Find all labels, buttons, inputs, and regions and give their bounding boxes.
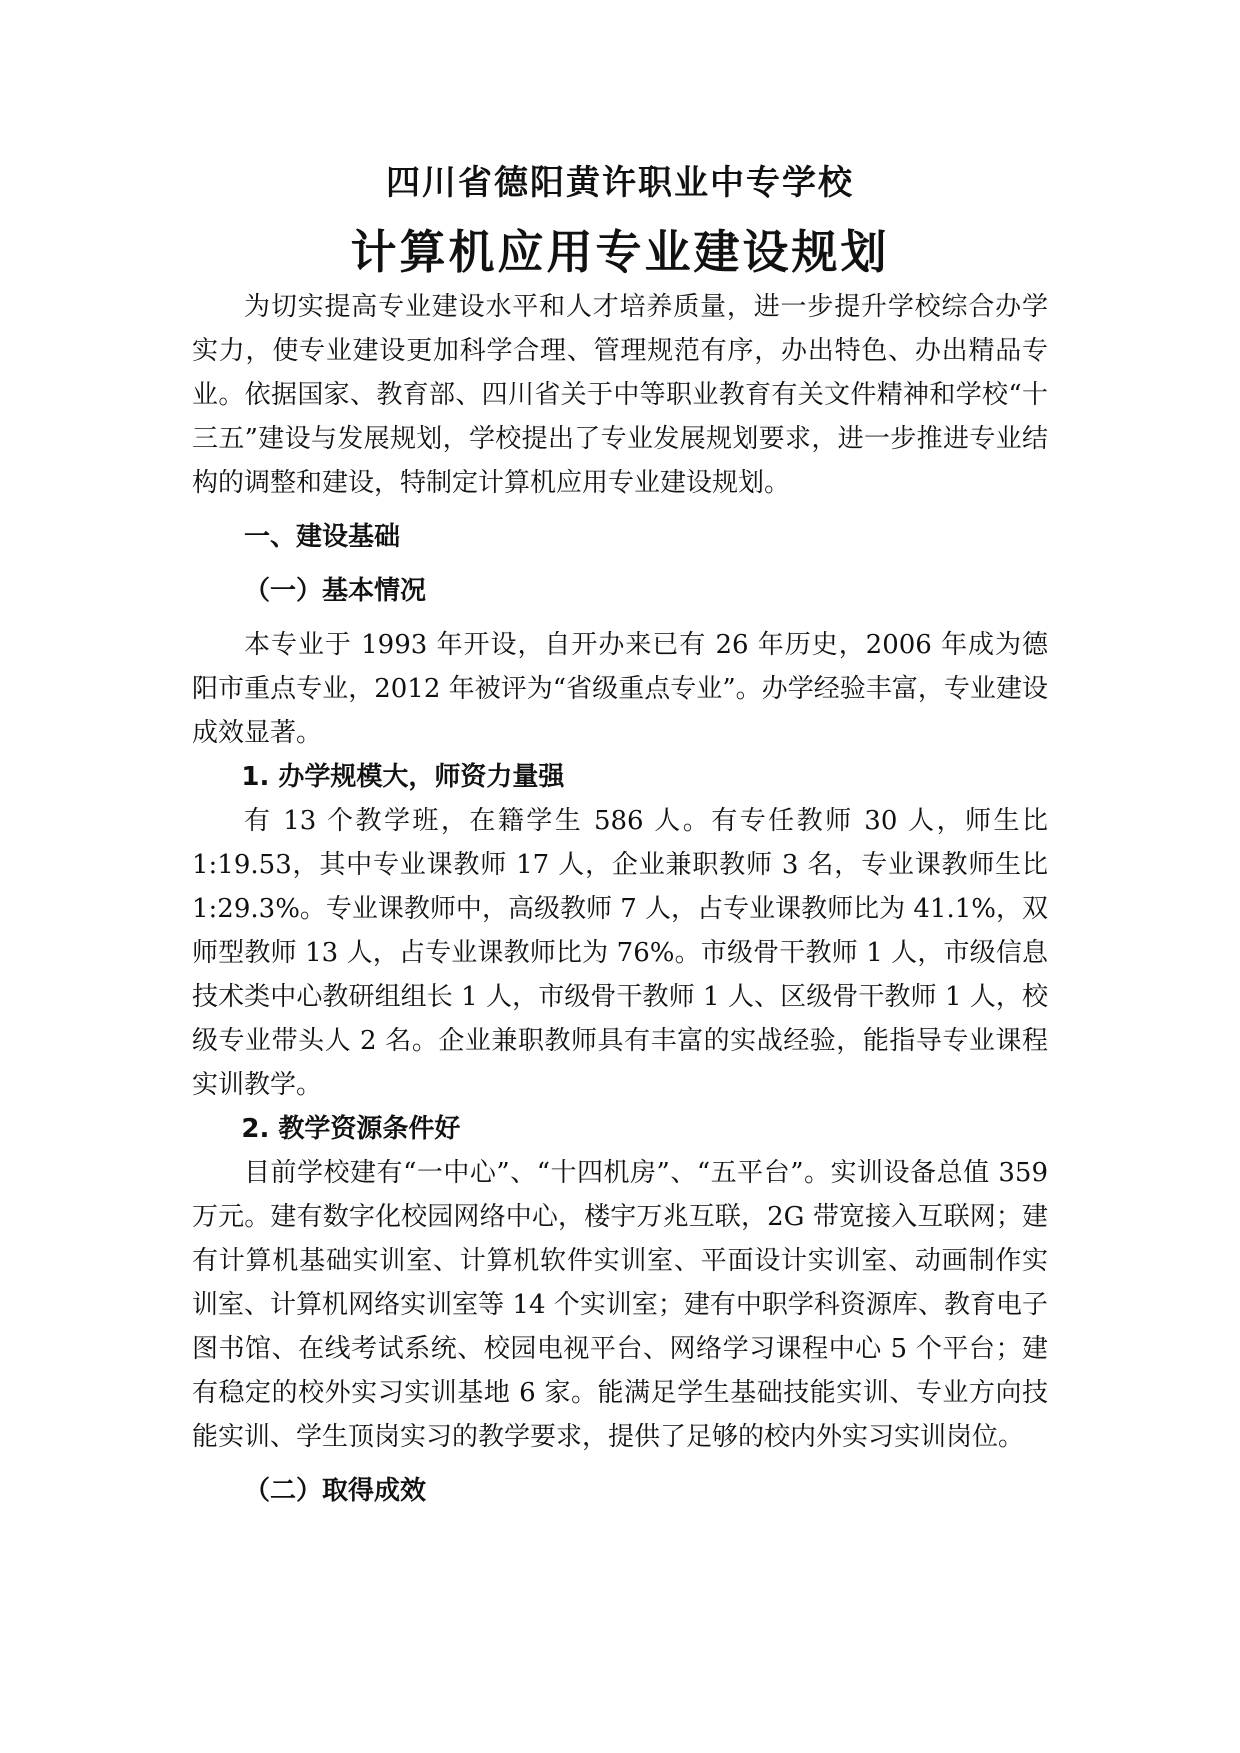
school-title: 四川省德阳黄许职业中专学校	[386, 163, 854, 203]
scale-faculty-paragraph: 有 13 个教学班，在籍学生 586 人。有专任教师 30 人，师生比 1:19.53，其中专业课教师 17 人，企业兼职教师 3 名，专业课教师生比 1:29.3%。专业课教师中，高级教师 7 人，占专业课教师比为 41.1%，双师型教师 13 人，占专业课教师比为 76%。市级骨干教师 1 人，市级信息技术类中心教研组组长 1 人，市级骨干教师 1 人、区级骨干教师 1 人，校级专业带头人 2 名。企业兼职教师具有丰富的实战经验，能指导专业课程实训教学。	[192, 806, 1048, 1100]
document-title: 计算机应用专业建设规划	[350, 225, 890, 279]
document-body	[192, 285, 1048, 1513]
basic-situation-paragraph: 本专业于 1993 年开设，自开办来已有 26 年历史，2006 年成为德阳市重点专业，2012 年被评为“省级重点专业”。办学经验丰富，专业建设成效显著。	[192, 630, 1048, 748]
item-heading-teaching-resources: 2. 教学资源条件好	[241, 1114, 461, 1144]
intro-paragraph: 为切实提高专业建设水平和人才培养质量，进一步提升学校综合办学实力，使专业建设更加科学合理、管理规范有序，办出特色、办出精品专业。依据国家、教育部、四川省关于中等职业教育有关文件精神和学校“十三五”建设与发展规划，学校提出了专业发展规划要求，进一步推进专业结构的调整和建设，特制定计算机应用专业建设规划。	[192, 292, 1048, 498]
subsection-heading-basic-situation: （一）基本情况	[244, 576, 427, 606]
item-heading-scale-faculty: 1. 办学规模大，师资力量强	[241, 762, 565, 792]
section-heading-foundation: 一、建设基础	[244, 522, 401, 552]
subsection-heading-achievements: （二）取得成效	[244, 1476, 427, 1506]
teaching-resources-paragraph: 目前学校建有“一中心”、“十四机房”、“五平台”。实训设备总值 359 万元。建有数字化校园网络中心，楼宇万兆互联，2G 带宽接入互联网；建有计算机基础实训室、计算机软件实训室、平面设计实训室、动画制作实训室、计算机网络实训室等 14 个实训室；建有中职学科资源库、教育电子图书馆、在线考试系统、校园电视平台、网络学习课程中心 5 个平台；建有稳定的校外实习实训基地 6 家。能满足学生基础技能实训、专业方向技能实训、学生顶岗实习的教学要求，提供了足够的校内外实习实训岗位。	[192, 1158, 1048, 1452]
